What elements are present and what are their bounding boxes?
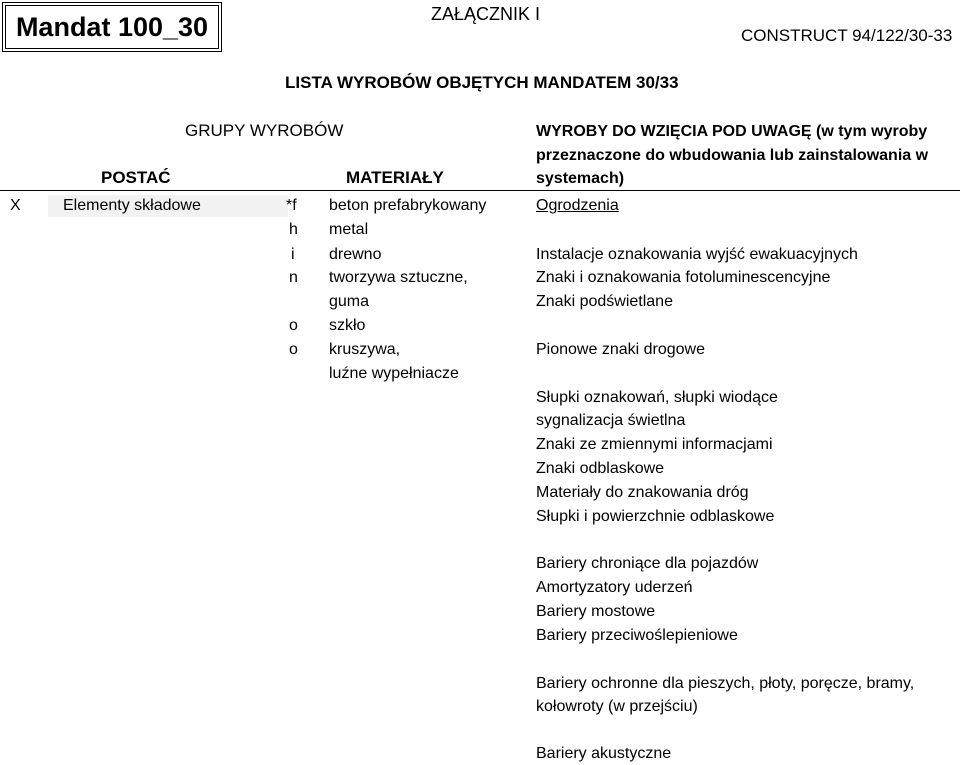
product-item: kołowroty (w przejściu) <box>536 698 698 715</box>
product-item: Bariery akustyczne <box>536 745 672 762</box>
product-item: sygnalizacja świetlna <box>536 412 686 429</box>
product-item: Znaki odblaskowe <box>536 460 665 477</box>
mandate-title-box <box>2 2 222 52</box>
products-heading-line1: WYROBY DO WZIĘCIA POD UWAGĘ (w tym wyroby <box>536 123 928 140</box>
product-item: Materiały do znakowania dróg <box>536 484 749 501</box>
materials-heading: MATERIAŁY <box>346 168 444 187</box>
mandate-title: Mandat 100_30 <box>15 11 209 42</box>
material-item: luźne wypełniacze <box>329 365 459 382</box>
material-item: kruszywa, <box>329 341 401 358</box>
product-item: Amortyzatory uderzeń <box>536 579 693 596</box>
material-letter: i <box>291 246 295 263</box>
products-heading-line2: przeznaczone do wbudowania lub zainstalowania w <box>536 147 929 164</box>
material-item: drewno <box>329 246 382 263</box>
form-value: Elementy składowe <box>63 197 201 214</box>
material-letter: o <box>289 341 298 358</box>
material-letter: *f <box>286 197 297 214</box>
product-item: Instalacje oznakowania wyjść ewakuacyjnych <box>536 246 858 263</box>
material-item: szkło <box>329 317 366 334</box>
product-item: Bariery mostowe <box>536 603 656 620</box>
products-heading-line3: systemach) <box>536 170 625 187</box>
product-item: Słupki i powierzchnie odblaskowe <box>536 508 775 525</box>
material-item: metal <box>329 221 369 238</box>
material-item: beton prefabrykowany <box>329 197 487 214</box>
material-letter: h <box>289 221 298 238</box>
product-item: Bariery przeciwoślepieniowe <box>536 627 738 644</box>
groups-heading: GRUPY WYROBÓW <box>185 121 344 140</box>
annex-label: ZAŁĄCZNIK I <box>431 4 541 24</box>
material-item: tworzywa sztuczne, <box>329 269 468 286</box>
header-divider <box>0 190 960 191</box>
product-item: Znaki podświetlane <box>536 293 673 310</box>
product-item: Słupki oznakowań, słupki wiodące <box>536 389 778 406</box>
row-marker: X <box>10 197 21 214</box>
product-item: Pionowe znaki drogowe <box>536 341 705 358</box>
product-item: Znaki ze zmiennymi informacjami <box>536 436 773 453</box>
reference-code: CONSTRUCT 94/122/30-33 <box>741 26 953 45</box>
material-item: guma <box>329 293 370 310</box>
material-letter: o <box>289 317 298 334</box>
product-fences: Ogrodzenia <box>536 197 619 214</box>
material-letter: n <box>289 269 298 286</box>
product-item: Znaki i oznakowania fotoluminescencyjne <box>536 269 831 286</box>
list-title: LISTA WYROBÓW OBJĘTYCH MANDATEM 30/33 <box>285 73 679 92</box>
form-heading: POSTAĆ <box>101 168 171 187</box>
product-item: Bariery ochronne dla pieszych, płoty, poręcze, bramy, <box>536 675 915 692</box>
product-item: Bariery chroniące dla pojazdów <box>536 555 759 572</box>
